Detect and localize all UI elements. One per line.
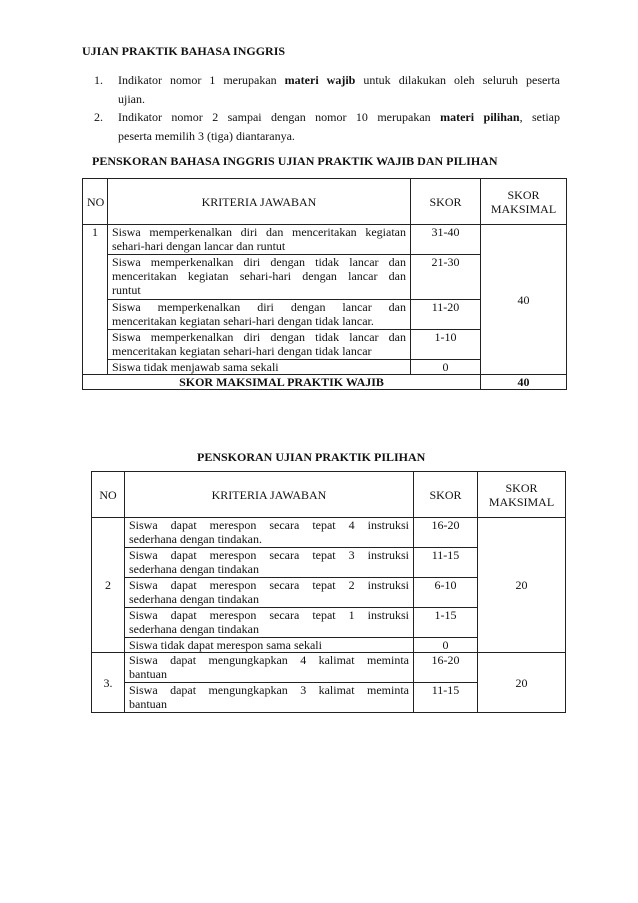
note-1-line-1: Indikator nomor 1 merupakan materi wajib untuk dilakukan oleh seluruh peserta (118, 73, 561, 87)
note-1-number: 1. (94, 73, 103, 87)
note-2-emphasis: materi pilihan (440, 110, 520, 124)
footer-label: SKOR MAKSIMAL PRAKTIK WAJIB (83, 375, 481, 390)
footer-value: 40 (481, 375, 567, 390)
score-cell: 16-20 (414, 653, 478, 683)
table-row (83, 225, 567, 255)
score-cell: 11-20 (411, 300, 481, 330)
table-row (92, 518, 566, 548)
row-number: 1 (83, 225, 108, 375)
table-pilihan (91, 471, 566, 713)
criteria-cell: Siswa dapat merespon secara tepat 4 instruksi sederhana dengan tindakan. (125, 518, 414, 548)
table-wajib (82, 178, 567, 390)
criteria-cell: Siswa dapat merespon secara tepat 3 instruksi sederhana dengan tindakan (125, 548, 414, 578)
table-row (92, 653, 566, 683)
header-skor-maksimal: SKOR MAKSIMAL (478, 472, 566, 518)
note-2-line-2: peserta memilih 3 (tiga) diantaranya. (118, 129, 295, 143)
criteria-cell: Siswa memperkenalkan diri dengan tidak lancar dan menceritakan kegiatan sehari-hari dengan tidak lancar (108, 330, 411, 360)
score-cell: 11-15 (414, 683, 478, 713)
table-2-title: PENSKORAN UJIAN PRAKTIK PILIHAN (197, 450, 426, 464)
row-number: 2 (92, 518, 125, 653)
table-1-title: PENSKORAN BAHASA INGGRIS UJIAN PRAKTIK WAJIB DAN PILIHAN (92, 154, 498, 168)
note-1-emphasis: materi wajib (284, 73, 356, 87)
header-skor: SKOR (411, 179, 481, 225)
criteria-cell: Siswa dapat merespon secara tepat 2 instruksi sederhana dengan tindakan (125, 578, 414, 608)
score-cell: 1-10 (411, 330, 481, 360)
note-2-line-1: Indikator nomor 2 sampai dengan nomor 10 merupakan materi pilihan, setiap (118, 110, 560, 124)
max-score-cell: 40 (481, 225, 567, 375)
score-cell: 6-10 (414, 578, 478, 608)
note-2-number: 2. (94, 110, 103, 124)
score-cell: 11-15 (414, 548, 478, 578)
criteria-cell: Siswa dapat mengungkapkan 4 kalimat meminta bantuan (125, 653, 414, 683)
score-cell: 31-40 (411, 225, 481, 255)
criteria-cell: Siswa dapat mengungkapkan 3 kalimat meminta bantuan (125, 683, 414, 713)
max-score-cell: 20 (478, 653, 566, 713)
criteria-cell: Siswa tidak dapat merespon sama sekali (125, 638, 414, 653)
header-kriteria: KRITERIA JAWABAN (108, 179, 411, 225)
header-skor-maksimal: SKOR MAKSIMAL (481, 179, 567, 225)
header-skor: SKOR (414, 472, 478, 518)
max-score-cell: 20 (478, 518, 566, 653)
document-title: UJIAN PRAKTIK BAHASA INGGRIS (82, 44, 286, 58)
criteria-cell: Siswa dapat merespon secara tepat 1 instruksi sederhana dengan tindakan (125, 608, 414, 638)
table-header-row (92, 472, 566, 518)
table-header-row (83, 179, 567, 225)
criteria-cell: Siswa memperkenalkan diri dengan lancar dan menceritakan kegiatan sehari-hari dengan tidak lancar. (108, 300, 411, 330)
header-kriteria: KRITERIA JAWABAN (125, 472, 414, 518)
header-no: NO (83, 179, 108, 225)
score-cell: 21-30 (411, 255, 481, 300)
header-no: NO (92, 472, 125, 518)
criteria-cell: Siswa memperkenalkan diri dan menceritakan kegiatan sehari-hari dengan lancar dan runtut (108, 225, 411, 255)
score-cell: 0 (411, 360, 481, 375)
row-number: 3. (92, 653, 125, 713)
table-footer-row (83, 375, 567, 390)
score-cell: 1-15 (414, 608, 478, 638)
score-cell: 16-20 (414, 518, 478, 548)
criteria-cell: Siswa memperkenalkan diri dengan tidak lancar dan menceritakan kegiatan sehari-hari dengan lancar dan runtut (108, 255, 411, 300)
note-1-line-2: ujian. (118, 92, 145, 106)
score-cell: 0 (414, 638, 478, 653)
criteria-cell: Siswa tidak menjawab sama sekali (108, 360, 411, 375)
